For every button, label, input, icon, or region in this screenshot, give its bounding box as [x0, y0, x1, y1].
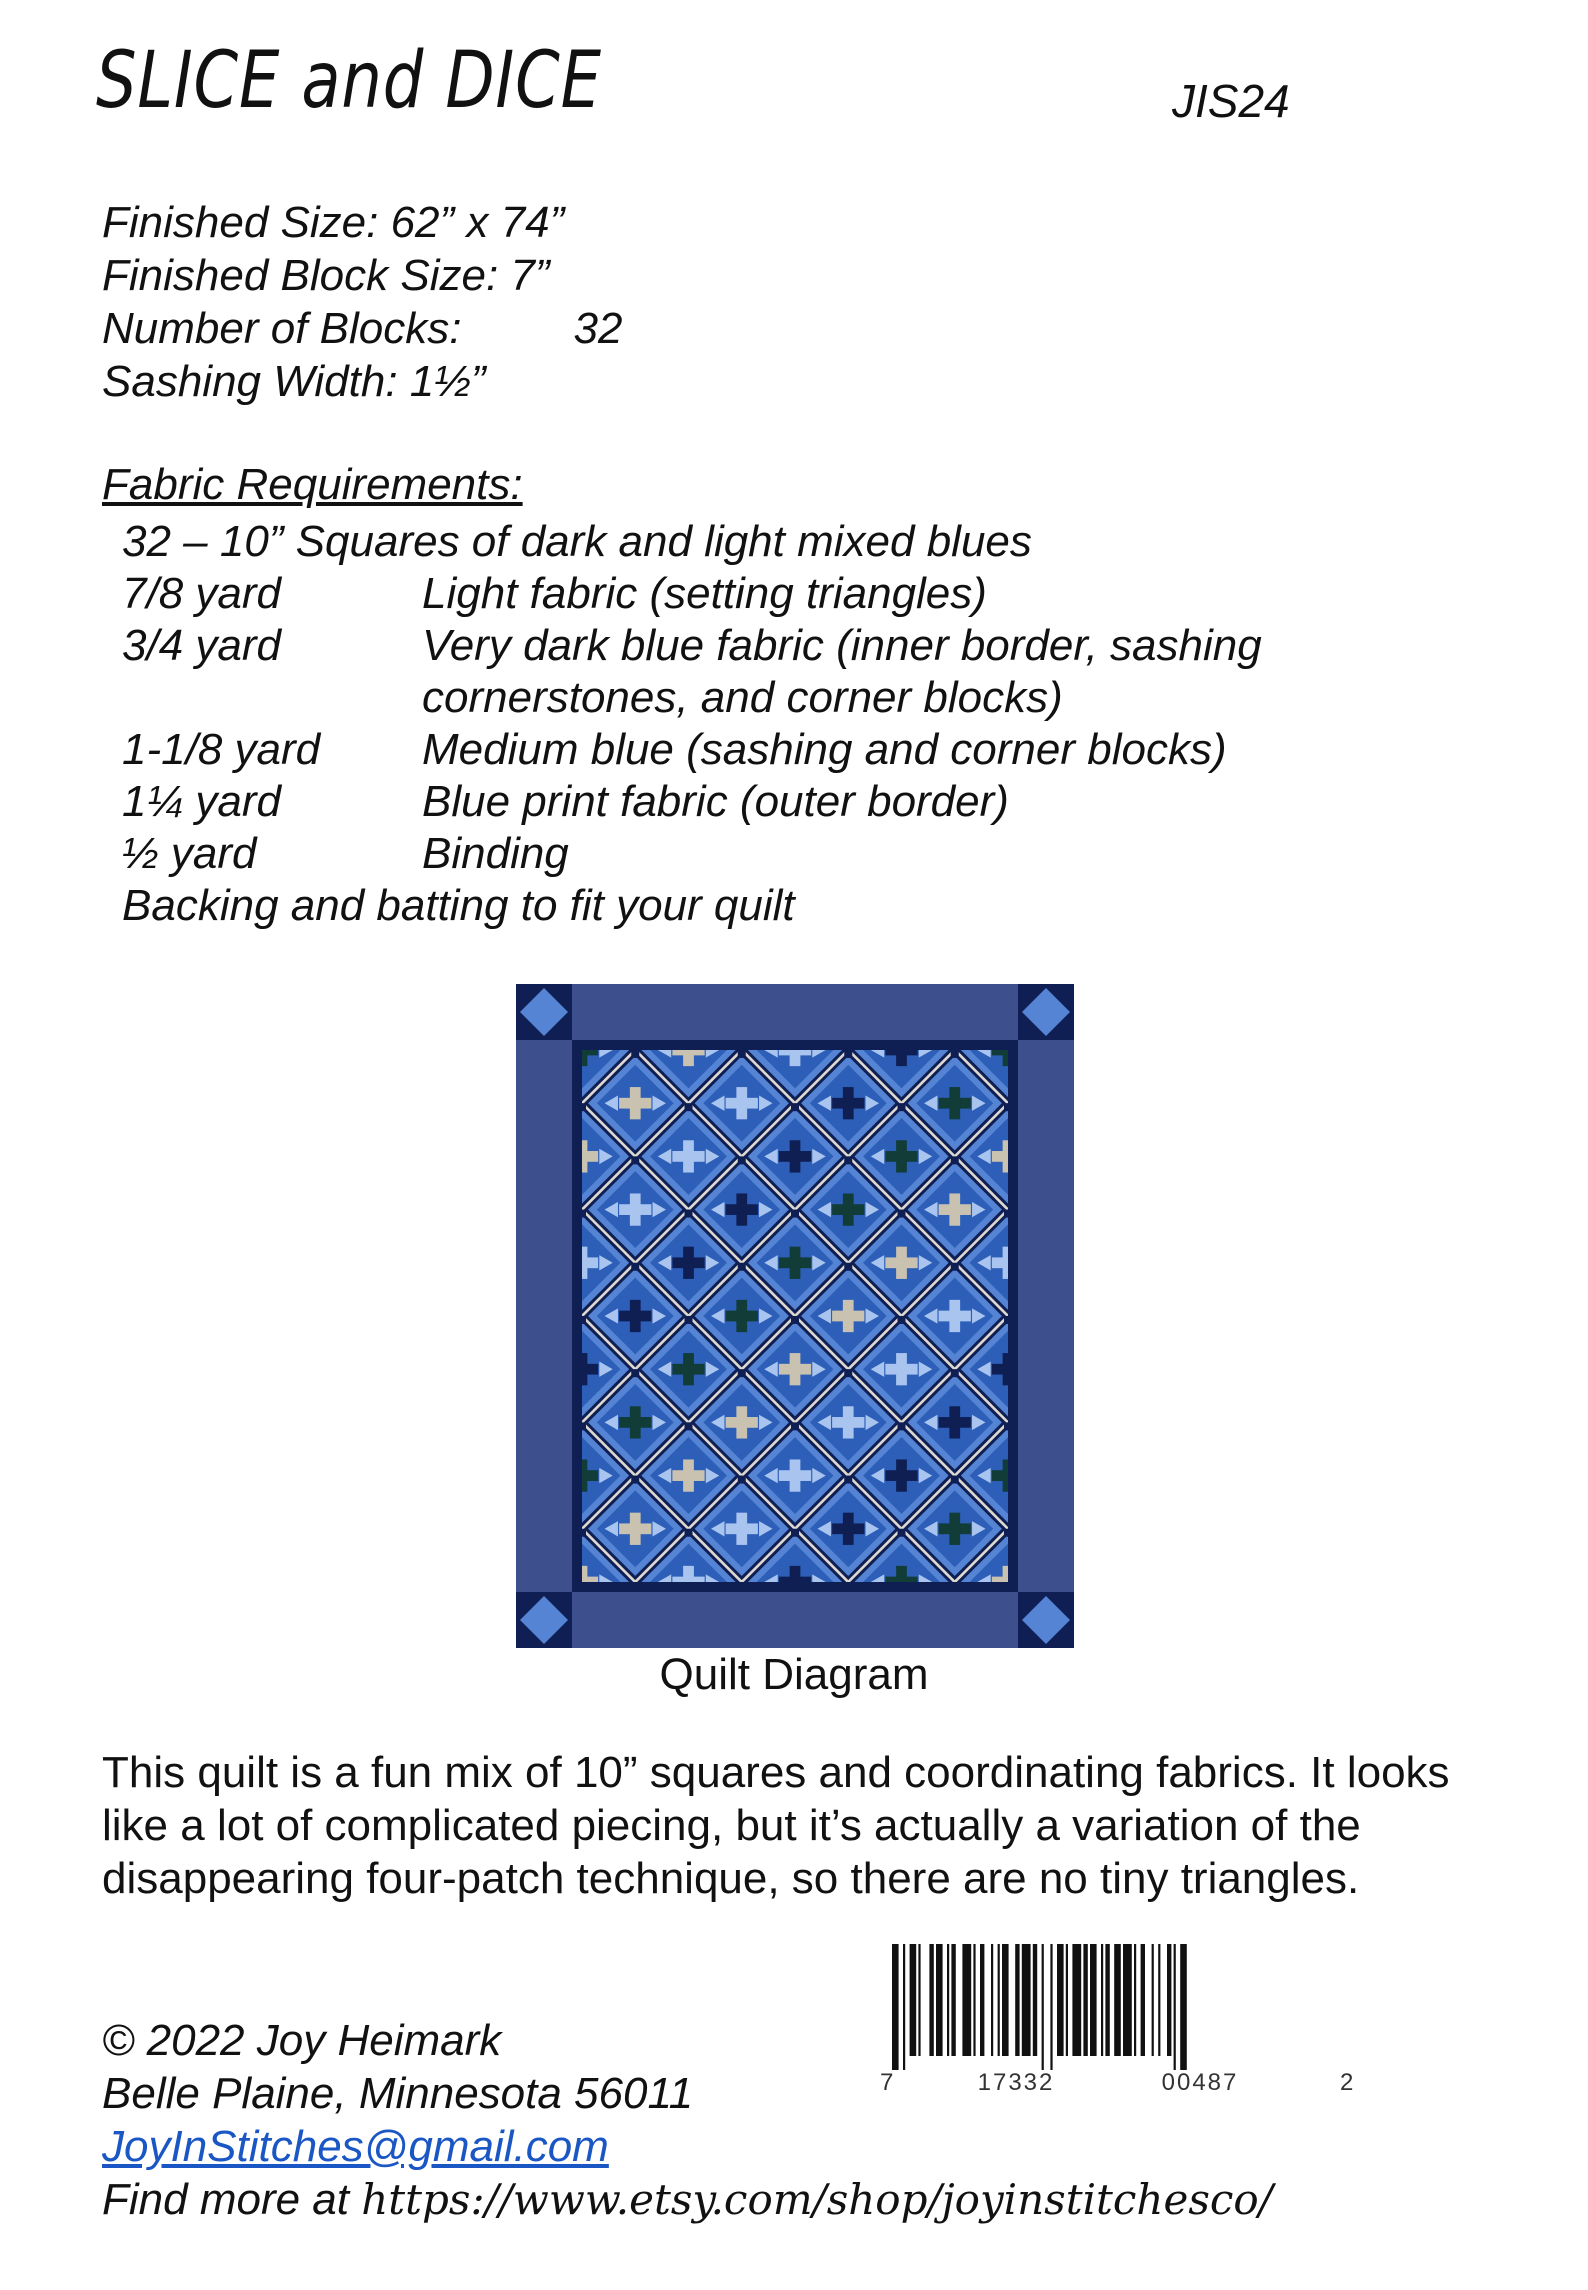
fabric-item: 7/8 yard Light fabric (setting triangles) [122, 569, 987, 618]
email-link[interactable]: JoyInStitches@gmail.com [102, 2122, 609, 2171]
cornerstone [791, 1210, 799, 1218]
barcode-bar [1141, 1944, 1145, 2056]
cornerstone [951, 1476, 959, 1484]
cornerstone [631, 1263, 639, 1271]
spec-block-size: Finished Block Size: 7” [102, 251, 550, 300]
barcode-bar [980, 1944, 984, 2056]
barcode-bar [973, 1944, 975, 2056]
barcode-digit-last: 2 [1340, 2069, 1354, 2094]
block-center-bar [736, 1513, 747, 1545]
fabric-heading: Fabric Requirements: [102, 460, 523, 509]
block-center-bar [896, 1247, 907, 1279]
barcode-group-left: 17332 [977, 2069, 1055, 2094]
barcode-bar [1105, 1944, 1109, 2056]
block-center-bar [630, 1300, 641, 1332]
cornerstone [685, 1316, 693, 1324]
fabric-item: 1¼ yard Blue print fabric (outer border) [122, 777, 1009, 826]
fabric-item: 3/4 yard Very dark blue fabric (inner border, sashing cornerstones, and corner blocks) [122, 621, 1262, 722]
pattern-code: JIS24 [1172, 75, 1290, 127]
barcode-bar [1033, 1944, 1037, 2056]
barcode-bar [1083, 1944, 1087, 2056]
cornerstone [738, 1476, 746, 1484]
cornerstone [738, 1369, 746, 1377]
barcode-bar [1090, 1944, 1097, 2056]
cornerstone [685, 1210, 693, 1218]
cornerstone [791, 1422, 799, 1430]
cornerstone [951, 1050, 959, 1058]
cornerstone [898, 1316, 906, 1324]
block-center-bar [736, 1087, 747, 1119]
barcode-bar [1134, 1944, 1136, 2056]
block-center-bar [790, 1353, 801, 1385]
barcode [878, 1944, 1356, 2094]
cornerstone [844, 1050, 852, 1058]
more-line: Find more at https://www.etsy.com/shop/joyinstitchesco/ [102, 2175, 1273, 2224]
block-center-bar [683, 1353, 694, 1385]
cornerstone [631, 1050, 639, 1058]
barcode-bar [998, 1944, 1000, 2056]
barcode-bar [1152, 1944, 1154, 2056]
cornerstone [951, 1156, 959, 1164]
block-center-bar [683, 1459, 694, 1491]
block-center-bar [790, 1459, 801, 1491]
cornerstone [951, 1263, 959, 1271]
block-center-bar [949, 1193, 960, 1225]
block-center-bar [843, 1406, 854, 1438]
block-center-bar [790, 1247, 801, 1279]
block-center-bar [843, 1087, 854, 1119]
etsy-url-link[interactable]: https://www.etsy.com/shop/joyinstitchesco/ [361, 2175, 1273, 2224]
barcode-bar [962, 1944, 971, 2056]
block-center-bar [736, 1193, 747, 1225]
specifications [102, 196, 622, 408]
barcode-bar [1180, 1944, 1187, 2070]
quilt-blocks [533, 997, 1058, 1632]
copyright: © 2022 Joy Heimark [102, 2016, 502, 2065]
block-center-bar [683, 1140, 694, 1172]
cornerstone [844, 1369, 852, 1377]
cornerstone [631, 1369, 639, 1377]
cornerstone [631, 1156, 639, 1164]
block-center-bar [630, 1406, 641, 1438]
block-center-bar [790, 1140, 801, 1172]
barcode-bar [1057, 1944, 1064, 2056]
fabric-intro: 32 – 10” Squares of dark and light mixed blues [122, 517, 1032, 566]
cornerstone [738, 1263, 746, 1271]
block-center-bar [843, 1300, 854, 1332]
fabric-closing: Backing and batting to fit your quilt [122, 881, 795, 930]
barcode-bar [991, 1944, 993, 2056]
cornerstone [685, 1103, 693, 1111]
description-paragraph: This quilt is a fun mix of 10” squares and coordinating fabrics. It looks like a lot of complicated piecing, but it’s actually a variation of the disappearing four-patch technique, so there are no tiny triangles. [102, 1748, 1450, 1903]
block-center-bar [736, 1300, 747, 1332]
block-center-bar [896, 1353, 907, 1385]
barcode-bar [910, 1944, 917, 2056]
cornerstone [631, 1476, 639, 1484]
cornerstone [738, 1050, 746, 1058]
barcode-bar [947, 1944, 949, 2056]
barcode-bar [929, 1944, 933, 2056]
barcode-bar [903, 1944, 905, 2070]
barcode-bar [936, 1944, 943, 2056]
spec-finished-size: Finished Size: 62” x 74” [102, 198, 565, 247]
barcode-bar [1123, 1944, 1132, 2056]
spec-number-of-blocks-value: 32 [573, 304, 623, 353]
block-center-bar [949, 1406, 960, 1438]
barcode-bar [1158, 1944, 1160, 2056]
barcode-bar [1101, 1944, 1103, 2056]
block-center-bar [949, 1300, 960, 1332]
cornerstone [685, 1422, 693, 1430]
block-center-bar [949, 1513, 960, 1545]
block-center-bar [683, 1247, 694, 1279]
barcode-bar [1015, 1944, 1019, 2056]
barcode-bar [1114, 1944, 1121, 2056]
barcode-bar [1066, 1944, 1068, 2056]
barcode-bar [1174, 1944, 1176, 2070]
cornerstone [898, 1103, 906, 1111]
cornerstone [844, 1476, 852, 1484]
block-center-bar [896, 1459, 907, 1491]
barcode-bar [1022, 1944, 1031, 2056]
block-center-bar [896, 1140, 907, 1172]
cornerstone [898, 1529, 906, 1537]
barcode-bar [1050, 1944, 1052, 2070]
quilt-diagram [516, 984, 1074, 1648]
barcode-bar [892, 1944, 899, 2070]
cornerstone [791, 1316, 799, 1324]
block-center-bar [630, 1087, 641, 1119]
cornerstone [685, 1529, 693, 1537]
cornerstone [738, 1156, 746, 1164]
cornerstone [898, 1210, 906, 1218]
fabric-list [122, 516, 1352, 932]
pattern-title: SLICE and DICE [96, 36, 602, 126]
barcode-bars [892, 1944, 1187, 2070]
block-center-bar [630, 1193, 641, 1225]
spec-number-of-blocks: Number of Blocks: 32 [102, 304, 623, 353]
cornerstone [951, 1369, 959, 1377]
cornerstone [844, 1263, 852, 1271]
block-center-bar [736, 1406, 747, 1438]
fabric-item: ½ yard Binding [122, 829, 569, 878]
cornerstone [898, 1422, 906, 1430]
barcode-bar [918, 1944, 920, 2056]
cornerstone [791, 1529, 799, 1537]
barcode-bar [1002, 1944, 1009, 2056]
quilt-diagram-caption: Quilt Diagram [659, 1650, 929, 1699]
fabric-item: 1-1/8 yard Medium blue (sashing and corner blocks) [122, 725, 1227, 774]
barcode-bar [1072, 1944, 1081, 2056]
barcode-bar [951, 1944, 955, 2056]
barcode-bar [1042, 1944, 1044, 2070]
cornerstone [791, 1103, 799, 1111]
barcode-digit-first: 7 [880, 2069, 894, 2094]
block-center-bar [949, 1087, 960, 1119]
block-center-bar [843, 1193, 854, 1225]
barcode-group-right: 00487 [1161, 2069, 1239, 2094]
block-center-bar [630, 1513, 641, 1545]
spec-sashing-width: Sashing Width: 1½” [102, 357, 486, 406]
barcode-bar [1167, 1944, 1171, 2056]
cornerstone [844, 1156, 852, 1164]
block-center-bar [843, 1513, 854, 1545]
location: Belle Plaine, Minnesota 56011 [102, 2069, 694, 2118]
